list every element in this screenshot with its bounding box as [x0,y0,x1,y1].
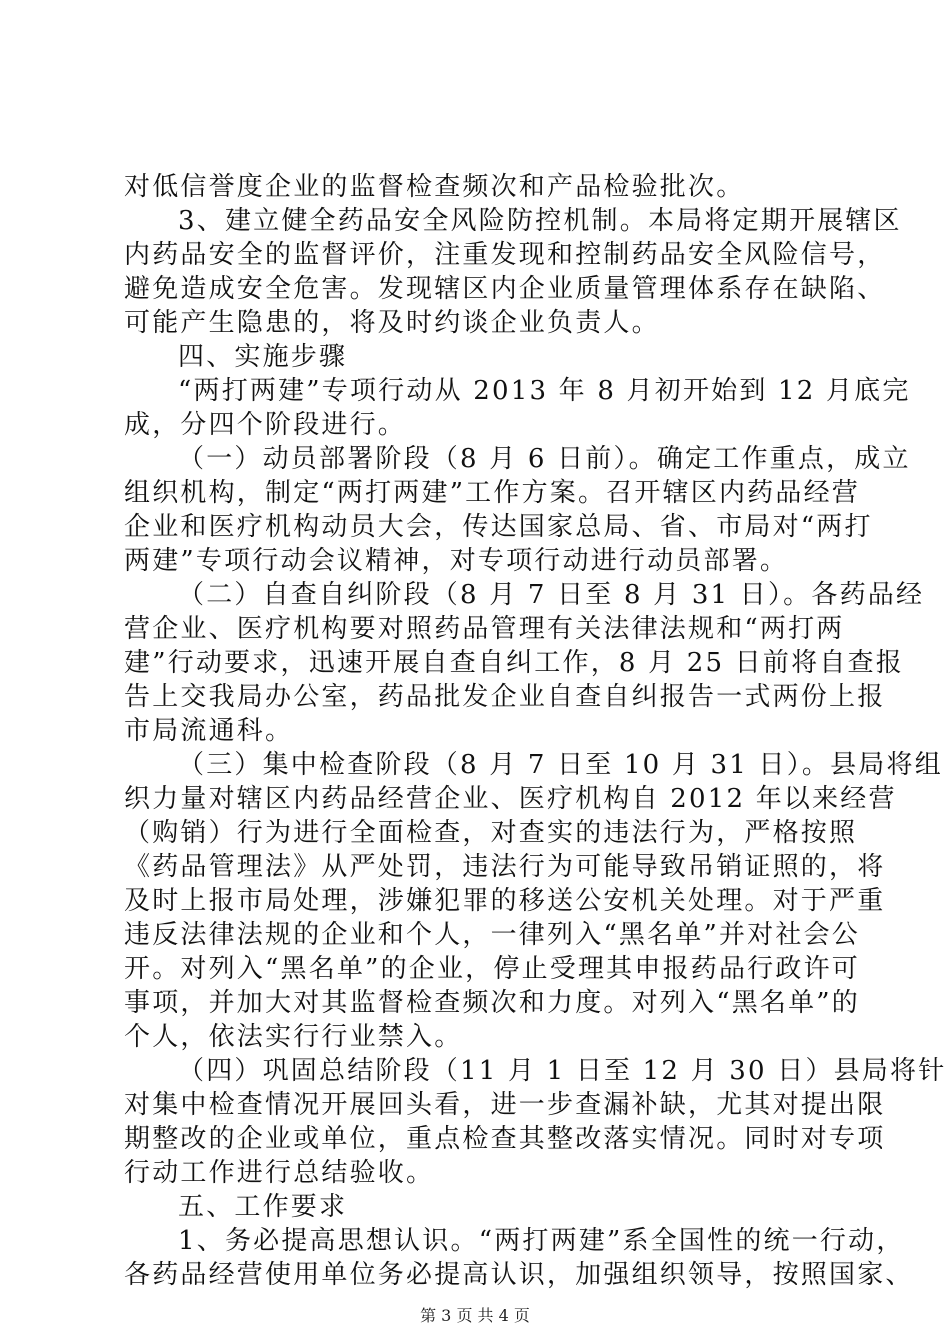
text-line: 织力量对辖区内药品经营企业、医疗机构自 2012 年以来经营 [124,784,897,814]
text-line: 行动工作进行总结验收。 [124,1158,435,1188]
text-line: （四）巩固总结阶段（11 月 1 日至 12 月 30 日）县局将针 [178,1056,947,1086]
text-line: （二）自查自纠阶段（8 月 7 日至 8 月 31 日）。各药品经 [178,580,925,610]
text-line: 对低信誉度企业的监督检查频次和产品检验批次。 [124,172,745,202]
text-line: 避免造成安全危害。发现辖区内企业质量管理体系存在缺陷、 [124,274,886,304]
text-line: 各药品经营使用单位务必提高认识，加强组织领导，按照国家、 [124,1260,914,1290]
text-line: 告上交我局办公室，药品批发企业自查自纠报告一式两份上报 [124,682,886,712]
text-line: 1、务必提高思想认识。“两打两建”系全国性的统一行动， [178,1226,905,1256]
text-line: 组织机构，制定“两打两建”工作方案。召开辖区内药品经营 [124,478,860,508]
text-line: （购销）行为进行全面检查，对查实的违法行为，严格按照 [124,818,858,848]
text-line: 3、建立健全药品安全风险防控机制。本局将定期开展辖区 [178,206,902,236]
text-line: 违反法律法规的企业和个人，一律列入“黑名单”并对社会公 [124,920,860,950]
text-line: 期整改的企业或单位，重点检查其整改落实情况。同时对专项 [124,1124,886,1154]
text-line: （三）集中检查阶段（8 月 7 日至 10 月 31 日）。县局将组 [178,750,943,780]
text-line: 对集中检查情况开展回头看，进一步查漏补缺，尤其对提出限 [124,1090,886,1120]
text-line: 市局流通科。 [124,716,294,746]
text-line: 个人，依法实行行业禁入。 [124,1022,463,1052]
text-line: 《药品管理法》从严处罚，违法行为可能导致吊销证照的，将 [124,852,886,882]
section-heading: 五、工作要求 [178,1192,348,1222]
text-line: 事项，并加大对其监督检查频次和力度。对列入“黑名单”的 [124,988,860,1018]
text-line: 成，分四个阶段进行。 [124,410,407,440]
text-line: （一）动员部署阶段（8 月 6 日前）。确定工作重点，成立 [178,444,911,474]
text-line: 及时上报市局处理，涉嫌犯罪的移送公安机关处理。对于严重 [124,886,886,916]
text-line: 两建”专项行动会议精神，对专项行动进行动员部署。 [124,546,789,576]
text-line: “两打两建”专项行动从 2013 年 8 月初开始到 12 月底完 [178,376,911,406]
section-heading: 四、实施步骤 [178,342,348,372]
text-line: 企业和医疗机构动员大会，传达国家总局、省、市局对“两打 [124,512,873,542]
text-line: 开。对列入“黑名单”的企业，停止受理其申报药品行政许可 [124,954,860,984]
text-line: 营企业、医疗机构要对照药品管理有关法律法规和“两打两 [124,614,845,644]
page-number-footer: 第 3 页 共 4 页 [420,1306,530,1325]
text-line: 可能产生隐患的，将及时约谈企业负责人。 [124,308,660,338]
text-line: 内药品安全的监督评价，注重发现和控制药品安全风险信号， [124,240,886,270]
text-line: 建”行动要求，迅速开展自查自纠工作，8 月 25 日前将自查报 [124,648,904,678]
